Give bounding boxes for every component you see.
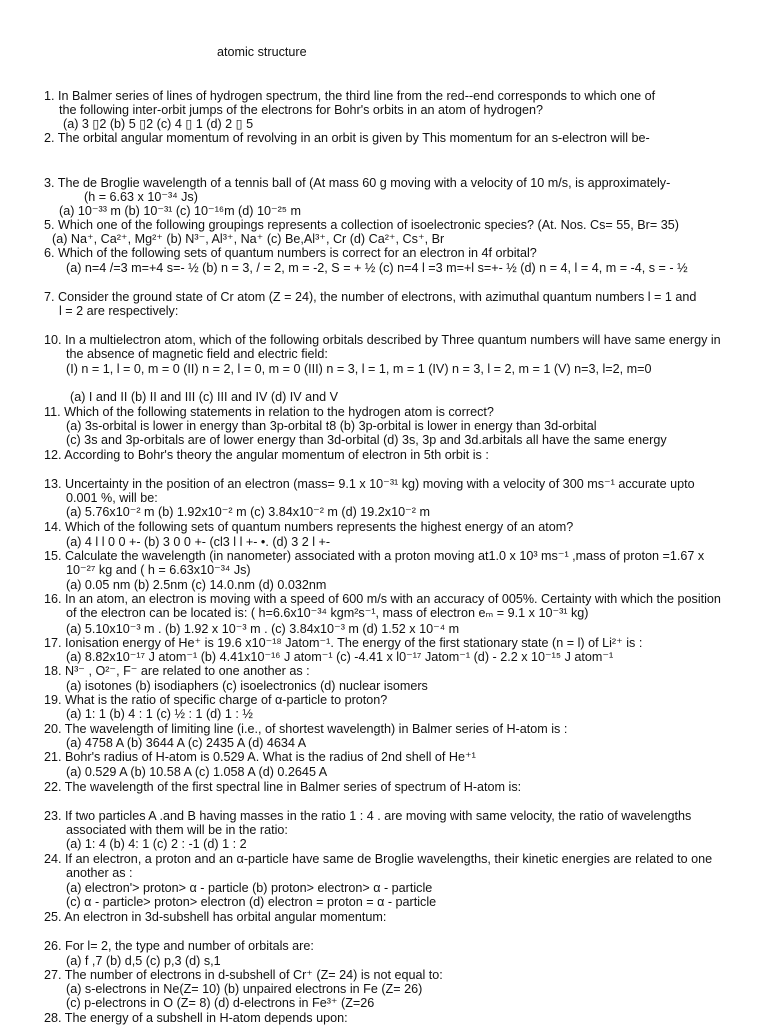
- question-line: 24. If an electron, a proton and an α-particle have same de Broglie wavelengths, their kinetic energies are related to one: [44, 852, 713, 866]
- question-line: 13. Uncertainty in the position of an electron (mass= 9.1 x 10⁻³¹ kg) moving with a velocity of 300 ms⁻¹ accurate upto: [44, 477, 695, 491]
- question-line: 26. For l= 2, the type and number of orbitals are:: [44, 939, 314, 953]
- question-line: 0.001 %, will be:: [66, 491, 158, 505]
- question-line: 3. The de Broglie wavelength of a tennis ball of (At mass 60 g moving with a velocity of 10 m/s, is approximately-: [44, 176, 671, 190]
- question-line: (c) α - particle> proton> electron (d) electron = proton = α - particle: [66, 895, 437, 909]
- question-line: (a) 3 ▯2 (b) 5 ▯2 (c) 4 ▯ 1 (d) 2 ▯ 5: [63, 117, 254, 131]
- question-line: 27. The number of electrons in d-subshell of Cr⁺ (Z= 24) is not equal to:: [44, 968, 443, 982]
- question-line: (a) 4 l l 0 0 +- (b) 3 0 0 +- (cl3 l l +- •. (d) 3 2 l +-: [66, 535, 331, 549]
- question-line: (a) 5.10x10⁻³ m . (b) 1.92 x 10⁻³ m . (c) 3.84x10⁻³ m (d) 1.52 x 10⁻⁴ m: [66, 622, 460, 636]
- question-line: (a) 0.05 nm (b) 2.5nm (c) 14.0.nm (d) 0.032nm: [66, 578, 327, 592]
- question-line: 5. Which one of the following groupings represents a collection of isoelectronic species? (At. Nos. Cs= 55, Br= 35): [44, 218, 679, 232]
- question-line: the following inter-orbit jumps of the electrons for Bohr's orbits in an atom of hydrogen?: [59, 103, 544, 117]
- question-line: 10. In a multielectron atom, which of the following orbitals described by Three quantum numbers will have same energy in: [44, 333, 721, 347]
- question-line: (a) 1: 1 (b) 4 : 1 (c) ½ : 1 (d) 1 : ½: [66, 707, 253, 721]
- question-line: (I) n = 1, l = 0, m = 0 (II) n = 2, l = 0, m = 0 (III) n = 3, l = 1, m = 1 (IV) n = 3, l = 2, m = 1 (V) n=3, l=2, m=0: [66, 362, 652, 376]
- question-line: (a) 3s-orbital is lower in energy than 3p-orbital t8 (b) 3p-orbital is lower in energy than 3d-orbital: [66, 419, 597, 433]
- question-line: 16. In an atom, an electron is moving with a speed of 600 m/s with an accuracy of 005%. Certainty with which the position: [44, 592, 721, 606]
- question-line: 21. Bohr's radius of H-atom is 0.529 A. What is the radius of 2nd shell of He⁺¹: [44, 750, 476, 764]
- question-line: 28. The energy of a subshell in H-atom depends upon:: [44, 1011, 348, 1025]
- question-line: (a) isotones (b) isodiaphers (c) isoelectronics (d) nuclear isomers: [66, 679, 428, 693]
- question-line: (a) s-electrons in Ne(Z= 10) (b) unpaired electrons in Fe (Z= 26): [66, 982, 423, 996]
- question-line: 12. According to Bohr's theory the angular momentum of electron in 5th orbit is :: [44, 448, 489, 462]
- question-line: 18. N³⁻ , O²⁻, F⁻ are related to one another as :: [44, 664, 310, 678]
- question-line: (a) 5.76x10⁻² m (b) 1.92x10⁻² m (c) 3.84x10⁻² m (d) 19.2x10⁻² m: [66, 505, 430, 519]
- question-line: (c) 3s and 3p-orbitals are of lower energy than 3d-orbital (d) 3s, 3p and 3d.arbitals all have the same energy: [66, 433, 667, 447]
- page-title: atomic structure: [217, 45, 307, 59]
- question-line: (a) n=4 /=3 m=+4 s=- ½ (b) n = 3, / = 2, m = -2, S = + ½ (c) n=4 l =3 m=+l s=+- ½ (d) n = 4, l = 4, m = -4, s = - ½: [66, 261, 688, 275]
- question-line: 23. If two particles A .and B having masses in the ratio 1 : 4 . are moving with same velocity, the ratio of wavelengths: [44, 809, 692, 823]
- question-line: associated with them will be in the ratio:: [66, 823, 288, 837]
- question-line: (a) Na⁺, Ca²⁺, Mg²⁺ (b) N³⁻, Al³⁺, Na⁺ (c) Be,Al³⁺, Cr (d) Ca²⁺, Cs⁺, Br: [52, 232, 445, 246]
- question-line: l = 2 are respectively:: [59, 304, 179, 318]
- question-line: 22. The wavelength of the first spectral line in Balmer series of spectrum of H-atom is:: [44, 780, 522, 794]
- question-line: 2. The orbital angular momentum of revolving in an orbit is given by This momentum for an s-electron will be-: [44, 131, 650, 145]
- question-line: another as :: [66, 866, 133, 880]
- question-line: (a) 10⁻³³ m (b) 10⁻³¹ (c) 10⁻¹⁶m (d) 10⁻²⁵ m: [59, 204, 302, 218]
- question-line: 14. Which of the following sets of quantum numbers represents the highest energy of an atom?: [44, 520, 574, 534]
- question-line: of the electron can be located is: ( h=6.6x10⁻³⁴ kgm²s⁻¹, mass of electron eₘ = 9.1 x 10⁻³¹ kg): [66, 606, 589, 620]
- question-line: (h = 6.63 x 10⁻³⁴ Js): [84, 190, 198, 204]
- question-line: 19. What is the ratio of specific charge of α-particle to proton?: [44, 693, 388, 707]
- question-line: (a) 8.82x10⁻¹⁷ J atom⁻¹ (b) 4.41x10⁻¹⁶ J atom⁻¹ (c) -4.41 x l0⁻¹⁷ Jatom⁻¹ (d) - 2.2 x 10⁻¹⁵ J atom⁻¹: [66, 650, 614, 664]
- question-line: the absence of magnetic field and electric field:: [66, 347, 328, 361]
- question-line: (a) 1: 4 (b) 4: 1 (c) 2 : -1 (d) 1 : 2: [66, 837, 247, 851]
- question-line: (c) p-electrons in O (Z= 8) (d) d-electrons in Fe³⁺ (Z=26: [66, 996, 375, 1010]
- question-line: 25. An electron in 3d-subshell has orbital angular momentum:: [44, 910, 387, 924]
- question-line: 10⁻²⁷ kg and ( h = 6.63x10⁻³⁴ Js): [66, 563, 251, 577]
- question-line: (a) 0.529 A (b) 10.58 A (c) 1.058 A (d) 0.2645 A: [66, 765, 328, 779]
- question-line: 17. Ionisation energy of He⁺ is 19.6 x10⁻¹⁸ Jatom⁻¹. The energy of the first stationary state (n = l) of Li²⁺ is :: [44, 636, 643, 650]
- question-line: (a) f ,7 (b) d,5 (c) p,3 (d) s,1: [66, 954, 221, 968]
- question-line: 7. Consider the ground state of Cr atom (Z = 24), the number of electrons, with azimuthal quantum numbers l = 1 and: [44, 290, 697, 304]
- question-line: (a) electron'> proton> α - particle (b) proton> electron> α - particle: [66, 881, 433, 895]
- question-line: 6. Which of the following sets of quantum numbers is correct for an electron in 4f orbital?: [44, 246, 537, 260]
- question-line: 20. The wavelength of limiting line (i.e., of shortest wavelength) in Balmer series of H-atom is :: [44, 722, 568, 736]
- question-line: (a) I and II (b) II and III (c) III and IV (d) IV and V: [70, 390, 339, 404]
- question-line: 11. Which of the following statements in relation to the hydrogen atom is correct?: [44, 405, 494, 419]
- question-line: 1. In Balmer series of lines of hydrogen spectrum, the third line from the red--end corresponds to which one of: [44, 89, 656, 103]
- question-line: (a) 4758 A (b) 3644 A (c) 2435 A (d) 4634 A: [66, 736, 307, 750]
- question-line: 15. Calculate the wavelength (in nanometer) associated with a proton moving at1.0 x 10³ ms⁻¹ ,mass of proton =1.67 x: [44, 549, 705, 563]
